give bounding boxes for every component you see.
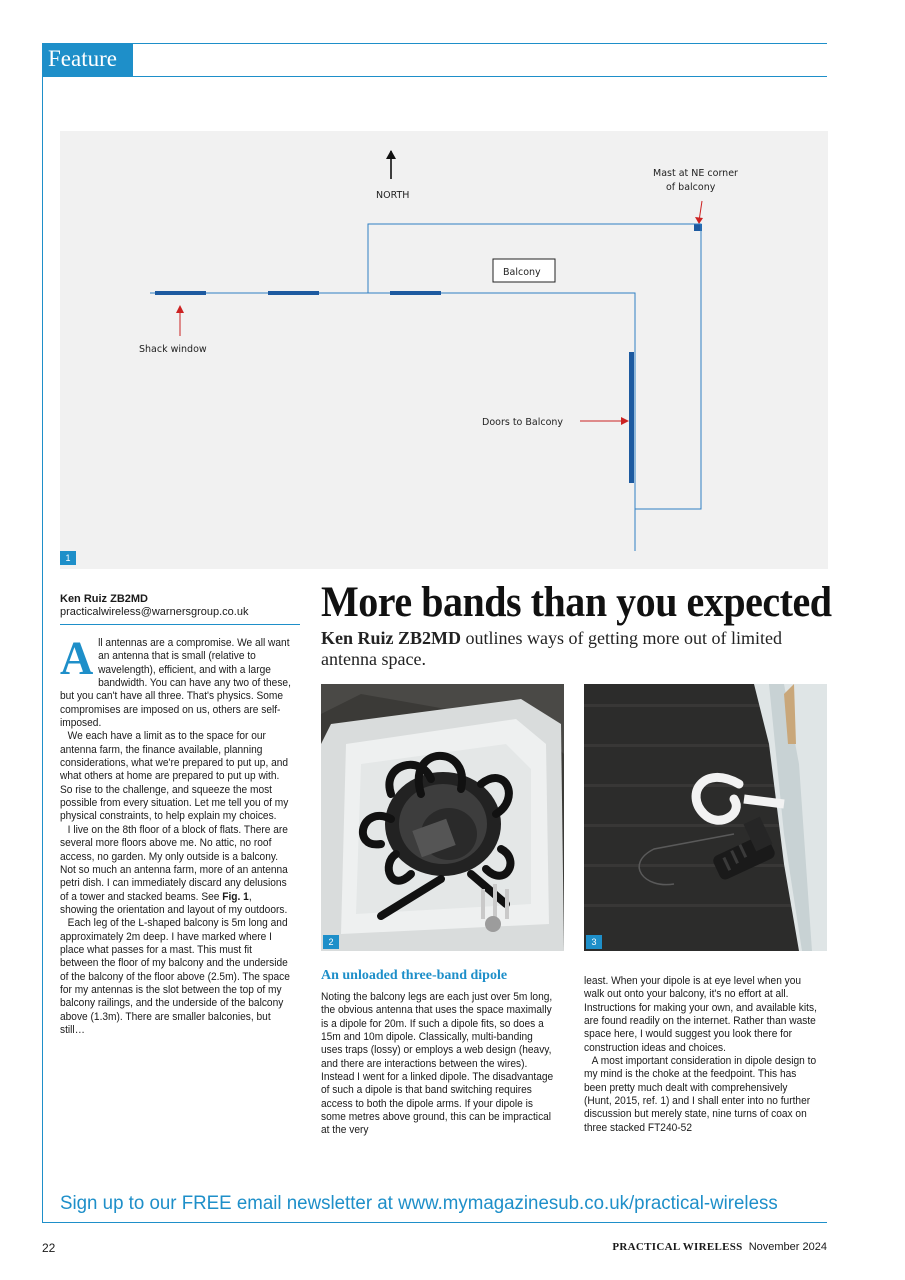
mast-label-line2: of balcony xyxy=(666,182,716,193)
byline-email: practicalwireless@warnersgroup.co.uk xyxy=(60,606,249,618)
photo-3-badge: 3 xyxy=(586,935,602,949)
shack-window-label: Shack window xyxy=(139,344,207,355)
dropcap: A xyxy=(60,632,94,685)
doors-arrow-head xyxy=(621,417,629,425)
footer-magazine xyxy=(612,1241,827,1253)
figure-1-diagram xyxy=(60,131,828,569)
photo-3-illustration xyxy=(584,684,827,951)
balcony-label: Balcony xyxy=(503,267,541,278)
body-text-3b: , showing the orientation and layout of my outdoors. xyxy=(60,890,288,916)
standfirst xyxy=(321,628,826,670)
photo-2-illustration xyxy=(321,684,564,951)
doors-segment xyxy=(629,352,634,483)
body-paragraph-6: least. When your dipole is at eye level when you walk out onto your balcony, it's no effort at all. Instructions for making your own, and available kits, are found readily on the internet. Rather than waste space here, I would suggest you look there for construction ideas and choices. xyxy=(584,975,817,1054)
page-number: 22 xyxy=(42,1241,56,1255)
issue-date: November 2024 xyxy=(748,1241,827,1253)
body-paragraph-3 xyxy=(60,824,291,917)
photo-hook-and-clip xyxy=(584,684,827,951)
frame-bottom-rule xyxy=(42,1222,827,1223)
photo-2-badge: 2 xyxy=(323,935,339,949)
body-paragraph-2: We each have a limit as to the space for our antenna farm, the finance available, planning considerations, what we're prepared to put up, and what others at home are prepared to put up with. So rise to the challenge, and squeeze the most possible from every situation. Let me tell you of my physical constraints, to help explain my choices. xyxy=(60,730,289,823)
section-tab: Feature xyxy=(42,43,133,76)
byline-name: Ken Ruiz ZB2MD xyxy=(60,593,148,605)
figure-1-badge: 1 xyxy=(60,551,76,565)
frame-top-rule xyxy=(42,43,827,44)
north-arrow-head xyxy=(386,150,396,159)
body-paragraph-7: A most important consideration in dipole design to my mind is the choke at the feedpoint. This has been pretty much dealt with comprehensively (Hunt, 2015, ref. 1) and I shall enter into no further discussion but merely state, nine turns of coax on three stacked FT240-52 xyxy=(584,1055,817,1134)
subhead: An unloaded three-band dipole xyxy=(321,968,508,983)
frame-header-rule xyxy=(42,76,827,77)
newsletter-signup-link[interactable]: Sign up to our FREE email newsletter at www.mymagazinesub.co.uk/practical-wireless xyxy=(60,1193,778,1214)
mast-label-line1: Mast at NE corner xyxy=(653,168,738,179)
window-segment-1 xyxy=(155,291,206,295)
fig-1-reference: Fig. 1 xyxy=(222,890,249,903)
body-text-3a: I live on the 8th floor of a block of flats. There are several more floors above me. No attic, no roof access, no garden. My only outside is a balcony. Not so much an antenna farm, more of an antenna petri dish. I can immediately discard any delusions of a tower and stacked beams. See xyxy=(60,823,288,903)
balcony-layout-svg xyxy=(60,131,828,569)
doors-label: Doors to Balcony xyxy=(482,417,564,428)
body-column-1 xyxy=(60,632,291,1037)
window-segment-3 xyxy=(390,291,441,295)
magazine-name: PRACTICAL WIRELESS xyxy=(612,1241,743,1253)
byline-rule xyxy=(60,624,300,625)
mast-arrow-head xyxy=(695,217,703,224)
photo-choke-in-box xyxy=(321,684,564,951)
standfirst-author: Ken Ruiz ZB2MD xyxy=(321,628,462,648)
body-text-1: ll antennas are a compromise. We all want an antenna that is small (relative to wavelength), efficient, and with a large bandwidth. You can have any two of these, but you can't have all three. That's physics. Some compromises are imposed on us, others are self-imposed. xyxy=(60,637,291,730)
window-segment-2 xyxy=(268,291,319,295)
body-paragraph-4: Each leg of the L-shaped balcony is 5m long and approximately 2m deep. I have marked where I place what passes for a mast. This must fit between the floor of my balcony and the underside of the balcony of the floor above (2.5m). The space for my antennas is the slot between the top of my balcony railings, and the underside of the balcony above (1.3m). There are smaller balconies, but still… xyxy=(60,917,290,1036)
frame-left-rule xyxy=(42,43,43,1223)
body-paragraph-5: Noting the balcony legs are each just over 5m long, the obvious antenna that uses the space maximally is a dipole for 20m. If such a dipole fits, so does a 15m and 10m dipole. Classically, multi-banding uses traps (lossy) or employs a web design (heavy, and there are interactions between the wires). Instead I went for a linked dipole. The disadvantage of such a dipole is that band switching requires access to both the dipole arms. If your dipole is some metres above ground, this can be impractical at the very xyxy=(321,991,554,1137)
body-column-3 xyxy=(584,975,817,1135)
body-paragraph-1 xyxy=(60,632,291,730)
standfirst-text: outlines ways of getting more out of limited antenna space. xyxy=(321,628,782,669)
body-column-2 xyxy=(321,991,554,1138)
headline: More bands than you expected xyxy=(321,579,832,626)
shack-arrow-head xyxy=(176,305,184,313)
north-label: NORTH xyxy=(376,190,410,201)
